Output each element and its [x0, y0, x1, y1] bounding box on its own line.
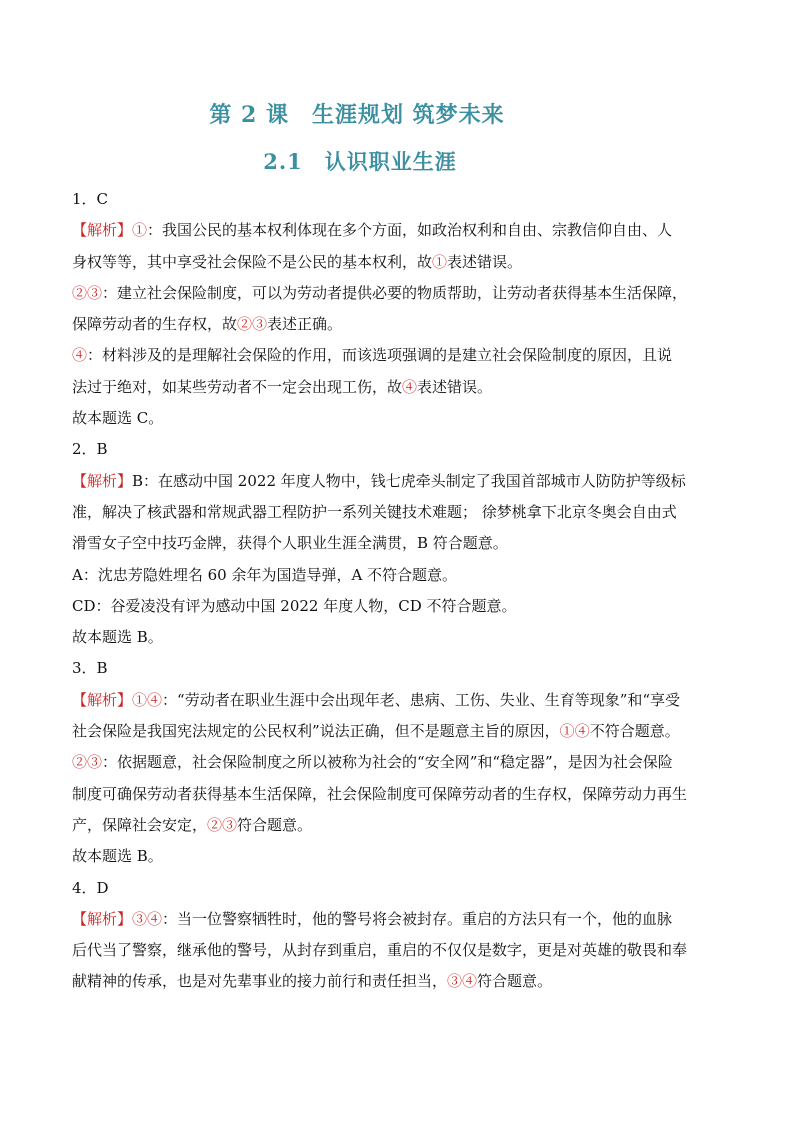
text-line: [72, 309, 724, 340]
analysis-tag: 【解析】: [72, 909, 133, 928]
line-text: 身权等等，其中享受社会保险不是公民的基本权利，故①表述错误。: [72, 252, 523, 271]
text-line: [72, 935, 724, 966]
line-text: ①④：“劳动者在职业生涯中会出现年老、患病、工伤、失业、生育等现象”和“享受: [132, 690, 681, 709]
text-line: [72, 340, 724, 371]
text-line: [72, 247, 724, 278]
line-text: 1．C: [72, 190, 109, 208]
line-text: 3．B: [72, 659, 108, 678]
answer-content: [72, 184, 724, 998]
line-text: ②③：建立社会保险制度，可以为劳动者提供必要的物质帮助，让劳动者获得基本生活保障，: [72, 283, 688, 302]
text-line: [72, 779, 724, 810]
lesson-title: 第 2 课 生涯规划 筑梦未来: [209, 102, 505, 128]
line-text: 产，保障社会安定，②③符合题意。: [72, 815, 313, 834]
line-text: 社会保险是我国宪法规定的公民权利”说法正确，但不是题意主旨的原因，①④不符合题意。: [72, 722, 680, 741]
text-line: [72, 747, 724, 778]
text-line: [72, 591, 724, 622]
text-line: [72, 466, 724, 497]
line-text: B：在感动中国 2022 年度人物中，钱七虎牵头制定了我国首部城市人防防护等级标: [132, 471, 686, 490]
line-text: ②③：依据题意，社会保险制度之所以被称为社会的“安全网”和“稳定器”，是因为社会保险: [72, 753, 673, 772]
text-line: [72, 434, 724, 465]
analysis-tag: 【解析】: [72, 221, 133, 240]
line-text: 故本题选 C。: [72, 409, 164, 428]
text-line: [72, 215, 724, 246]
analysis-tag: 【解析】: [72, 690, 133, 709]
line-text: 后代当了警察，继承他的警号，从封存到重启，重启的不仅仅是数字，更是对英雄的敬畏和奉: [72, 941, 688, 960]
text-line: [72, 278, 724, 309]
line-text: 制度可确保劳动者获得基本生活保障，社会保险制度可保障劳动者的生存权，保障劳动力再生: [72, 784, 688, 803]
text-line: [72, 841, 724, 872]
analysis-tag: 【解析】: [72, 471, 133, 490]
line-text: ③④：当一位警察牺牲时，他的警号将会被封存。重启的方法只有一个，他的血脉: [132, 909, 673, 928]
line-text: ④：材料涉及的是理解社会保险的作用，而该选项强调的是建立社会保险制度的原因，且说: [72, 346, 673, 365]
text-line: [72, 403, 724, 434]
line-text: 故本题选 B。: [72, 847, 163, 866]
section-title: 2.1 认识职业生涯: [263, 149, 457, 174]
text-line: [72, 966, 724, 997]
text-line: [72, 528, 724, 559]
text-line: [72, 497, 724, 528]
line-text: A：沈忠芳隐姓埋名 60 余年为国造导弹，A 不符合题意。: [72, 565, 458, 584]
text-line: [72, 873, 724, 904]
line-text: 法过于绝对，如某些劳动者不一定会出现工伤，故④表述错误。: [72, 377, 493, 396]
text-line: [72, 622, 724, 653]
text-line: [72, 810, 724, 841]
line-text: 故本题选 B。: [72, 628, 163, 647]
text-line: [72, 184, 724, 215]
line-text: 4．D: [72, 878, 109, 897]
line-text: 保障劳动者的生存权，故②③表述正确。: [72, 315, 343, 334]
text-line: [72, 560, 724, 591]
line-text: 2．B: [72, 440, 108, 459]
line-text: 献精神的传承，也是对先辈事业的接力前行和责任担当，③④符合题意。: [72, 972, 553, 991]
text-line: [72, 372, 724, 403]
text-line: [72, 685, 724, 716]
line-text: CD：谷爱凌没有评为感动中国 2022 年度人物，CD 不符合题意。: [72, 596, 517, 615]
text-line: [72, 904, 724, 935]
line-text: 准，解决了核武器和常规武器工程防护一系列关键技术难题； 徐梦桃拿下北京冬奥会自由式: [72, 502, 677, 521]
text-line: [72, 716, 724, 747]
text-line: [72, 653, 724, 684]
line-text: 滑雪女子空中技巧金牌，获得个人职业生涯全满贯，B 符合题意。: [72, 534, 508, 553]
line-text: ①：我国公民的基本权利体现在多个方面，如政治权利和自由、宗教信仰自由、人: [132, 221, 673, 240]
